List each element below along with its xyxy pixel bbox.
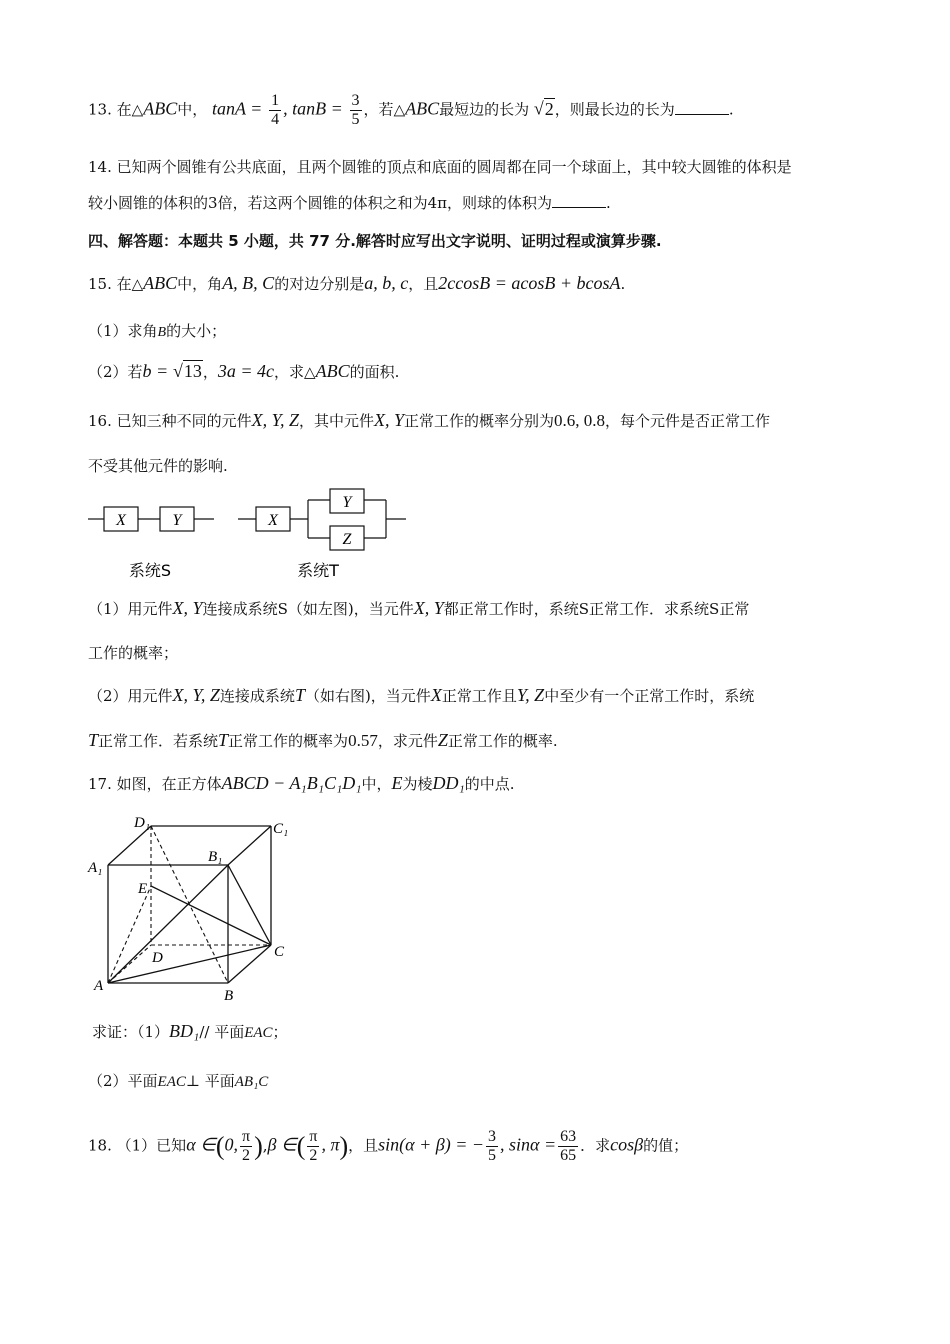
text: （2）用元件 xyxy=(88,687,173,705)
q17-proof1 xyxy=(92,1020,288,1044)
text: . xyxy=(606,194,611,212)
triangle-icon: △ xyxy=(131,275,144,293)
var: Z xyxy=(437,730,448,750)
text: 连接成系统 xyxy=(202,600,278,618)
numerator: π xyxy=(242,1128,251,1145)
text: ，且 xyxy=(408,275,439,293)
q16-part1 xyxy=(88,597,749,620)
triangle-name: ABC xyxy=(405,98,440,119)
text: ⊥ 平面 xyxy=(185,1072,235,1090)
caption-system-t: 系统T xyxy=(297,561,339,580)
fraction-3-5 xyxy=(350,92,362,129)
system-diagram xyxy=(88,486,428,586)
radicand: 13 xyxy=(183,361,202,381)
equation: 2ccosB = acosB + bcosA xyxy=(438,273,621,293)
text: ， xyxy=(202,363,218,381)
vars: X, Y xyxy=(413,598,444,618)
expr: α ∈ xyxy=(186,1134,216,1155)
triangle-name: ABC xyxy=(143,98,178,119)
label-d: D xyxy=(152,950,163,966)
triangle-name: ABC xyxy=(315,361,350,381)
label-y: Y xyxy=(172,512,182,529)
plane: AB₁C xyxy=(234,1074,269,1090)
var: S xyxy=(277,600,288,618)
text: ，求 xyxy=(274,363,305,381)
q18-line xyxy=(88,1128,688,1165)
label-d1: D₁ xyxy=(134,815,151,831)
var: X xyxy=(430,685,442,705)
text: ，每个元件是否正常工作 xyxy=(605,412,771,430)
probabilities: 0.6, 0.8 xyxy=(554,411,606,430)
text: 正常工作的概率. xyxy=(447,732,558,750)
text: ，其中元件 xyxy=(299,412,375,430)
text: 15. 在 xyxy=(88,275,132,293)
denominator: 5 xyxy=(351,111,360,128)
text: （1）已知 xyxy=(116,1136,187,1155)
text: 正常工作．若系统 xyxy=(98,732,219,750)
text: . xyxy=(620,275,626,293)
expr: cosβ xyxy=(610,1134,644,1155)
answer-blank xyxy=(675,100,729,115)
paren: ) xyxy=(339,1131,349,1161)
answer-blank xyxy=(552,193,606,208)
var: T xyxy=(88,730,99,750)
paren: ( xyxy=(296,1131,306,1161)
numerator: 3 xyxy=(351,92,360,109)
fraction-pi-2 xyxy=(240,1128,252,1165)
expr: , sinα = xyxy=(500,1134,557,1155)
text: （2）若 xyxy=(88,363,143,381)
angles: A, B, C xyxy=(222,273,275,293)
text: 最短边的长为 xyxy=(439,100,530,119)
var: S xyxy=(709,600,720,618)
text: （如左图)，当元件 xyxy=(287,600,414,618)
q13-number: 13. xyxy=(88,100,112,119)
text: （1）用元件 xyxy=(88,600,173,618)
expr: , π xyxy=(321,1134,340,1155)
label-e: E xyxy=(138,881,148,897)
text: 中，角 xyxy=(177,275,223,293)
text: ； xyxy=(272,1023,288,1041)
text: 中， xyxy=(177,100,208,119)
numerator: π xyxy=(309,1128,318,1145)
text: ．求 xyxy=(580,1136,611,1155)
label-b1: B₁ xyxy=(208,849,223,865)
q16-line2: 不受其他元件的影响. xyxy=(88,457,228,475)
denominator: 5 xyxy=(488,1147,497,1164)
q15-part1 xyxy=(88,320,226,344)
q16-line1 xyxy=(88,409,770,432)
q14-line1: 14. 已知两个圆锥有公共底面，且两个圆锥的顶点和底面的圆周都在同一个球面上，其中较大圆锥的体积是 xyxy=(88,158,792,176)
label-b: B xyxy=(224,988,234,1004)
vars: Y, Z xyxy=(516,685,545,705)
expr: β ∈ xyxy=(267,1134,297,1155)
caption-system-s: 系统S xyxy=(128,561,172,580)
text: , xyxy=(262,1136,268,1155)
text: ，且 xyxy=(348,1136,379,1155)
text: 在 xyxy=(116,100,132,119)
vars: X, Y xyxy=(172,598,203,618)
q14-line2 xyxy=(88,192,611,214)
text: . xyxy=(728,100,734,119)
var: E xyxy=(391,773,403,793)
text: // 平面 xyxy=(199,1023,245,1041)
triangle-name: ABC xyxy=(143,273,178,293)
text: （1）求角 xyxy=(88,322,158,340)
section-heading: 四、解答题：本题共 5 小题，共 77 分.解答时应写出文字说明、证明过程或演算步骤. xyxy=(88,232,662,250)
equation: b = xyxy=(142,361,169,381)
number: 4π xyxy=(427,194,447,212)
plane: EAC xyxy=(244,1025,273,1041)
label-a1: A₁ xyxy=(88,860,103,876)
denominator: 2 xyxy=(242,1147,251,1164)
fraction-1-4 xyxy=(269,92,281,129)
numerator: 1 xyxy=(271,92,280,109)
fraction-63-65 xyxy=(558,1128,578,1165)
system-t xyxy=(238,489,406,550)
denominator: 4 xyxy=(271,111,280,128)
var: B xyxy=(157,325,167,340)
number: 3 xyxy=(208,194,218,212)
paren: ( xyxy=(215,1131,225,1161)
q18-number: 18. xyxy=(88,1136,112,1155)
text: 中至少有一个正常工作时，系统 xyxy=(544,687,755,705)
text: 为棱 xyxy=(402,775,433,793)
radicand: 2 xyxy=(544,98,554,119)
tanA-expr: tanA = xyxy=(212,98,263,119)
label-x: X xyxy=(268,512,278,529)
numerator: 3 xyxy=(488,1128,497,1145)
text: 连接成系统 xyxy=(219,687,295,705)
label-a: A xyxy=(94,978,104,994)
label-x: X xyxy=(116,512,126,529)
text: ，若 xyxy=(363,100,394,119)
triangle-icon: △ xyxy=(304,363,316,381)
text: ，求元件 xyxy=(377,732,438,750)
text: （如右图)，当元件 xyxy=(304,687,431,705)
triangle-icon: △ xyxy=(393,100,406,119)
q16-part2 xyxy=(88,684,754,707)
text: 17. 如图，在正方体 xyxy=(88,775,222,793)
fraction-3-5 xyxy=(486,1128,498,1165)
denominator: 2 xyxy=(309,1147,318,1164)
label-c1: C₁ xyxy=(273,821,289,837)
text: 倍，若这两个圆锥的体积之和为 xyxy=(217,194,428,212)
text: 求证：（1） xyxy=(92,1023,170,1041)
vars: X, Y, Z xyxy=(172,685,220,705)
var: BD₁ xyxy=(169,1021,200,1041)
var: DD₁ xyxy=(432,773,465,793)
numerator: 63 xyxy=(560,1128,577,1145)
text: 正常工作．求系统 xyxy=(589,600,710,618)
sides: a, b, c xyxy=(364,273,409,293)
var: T xyxy=(218,730,229,750)
sqrt-expr: √2 xyxy=(533,98,554,119)
text: 正常 xyxy=(719,600,750,618)
vars: X, Y xyxy=(374,410,405,430)
text: 的中点. xyxy=(464,775,515,793)
vars: X, Y, Z xyxy=(251,410,299,430)
equation: 3a = 4c xyxy=(217,361,275,381)
text: 正常工作且 xyxy=(441,687,517,705)
var: S xyxy=(578,600,590,618)
system-s xyxy=(88,507,214,531)
q17-line xyxy=(88,772,515,795)
q16-part1-cont: 工作的概率； xyxy=(88,644,179,662)
q16-part2-cont xyxy=(88,729,558,752)
text: 较小圆锥的体积的 xyxy=(88,194,209,212)
cube-name: ABCD − A₁B₁C₁D₁ xyxy=(221,773,362,793)
var: T xyxy=(294,685,305,705)
label-z: Z xyxy=(342,531,352,548)
label-c: C xyxy=(274,944,285,960)
text: 都正常工作时，系统 xyxy=(443,600,579,618)
number: 0.57 xyxy=(348,731,378,750)
text: 中， xyxy=(361,775,392,793)
q15-part2 xyxy=(88,360,399,383)
text: 的值； xyxy=(643,1136,689,1155)
sqrt-expr: √13 xyxy=(172,361,202,381)
text: 正常工作的概率分别为 xyxy=(404,412,555,430)
plane: EAC xyxy=(157,1074,186,1090)
triangle-icon: △ xyxy=(131,100,144,119)
expr: 0, xyxy=(224,1134,238,1155)
text: 的面积. xyxy=(349,363,400,381)
denominator: 65 xyxy=(560,1147,577,1164)
q15-line xyxy=(88,272,625,295)
cube-diagram xyxy=(86,810,306,1010)
tanB-expr: , tanB = xyxy=(283,98,343,119)
q17-proof2 xyxy=(88,1070,268,1093)
text: （2）平面 xyxy=(88,1072,158,1090)
fraction-pi-2 xyxy=(307,1128,319,1165)
text: ，则最长边的长为 xyxy=(554,100,675,119)
paren: ) xyxy=(254,1131,263,1161)
label-y: Y xyxy=(342,494,352,511)
text: 16. 已知三种不同的元件 xyxy=(88,412,252,430)
q13-line xyxy=(88,92,734,129)
text: 的对边分别是 xyxy=(274,275,365,293)
text: 的大小； xyxy=(166,322,227,340)
expr: sin(α + β) = − xyxy=(378,1134,485,1155)
text: 正常工作的概率为 xyxy=(228,732,349,750)
text: ，则球的体积为 xyxy=(446,194,552,212)
